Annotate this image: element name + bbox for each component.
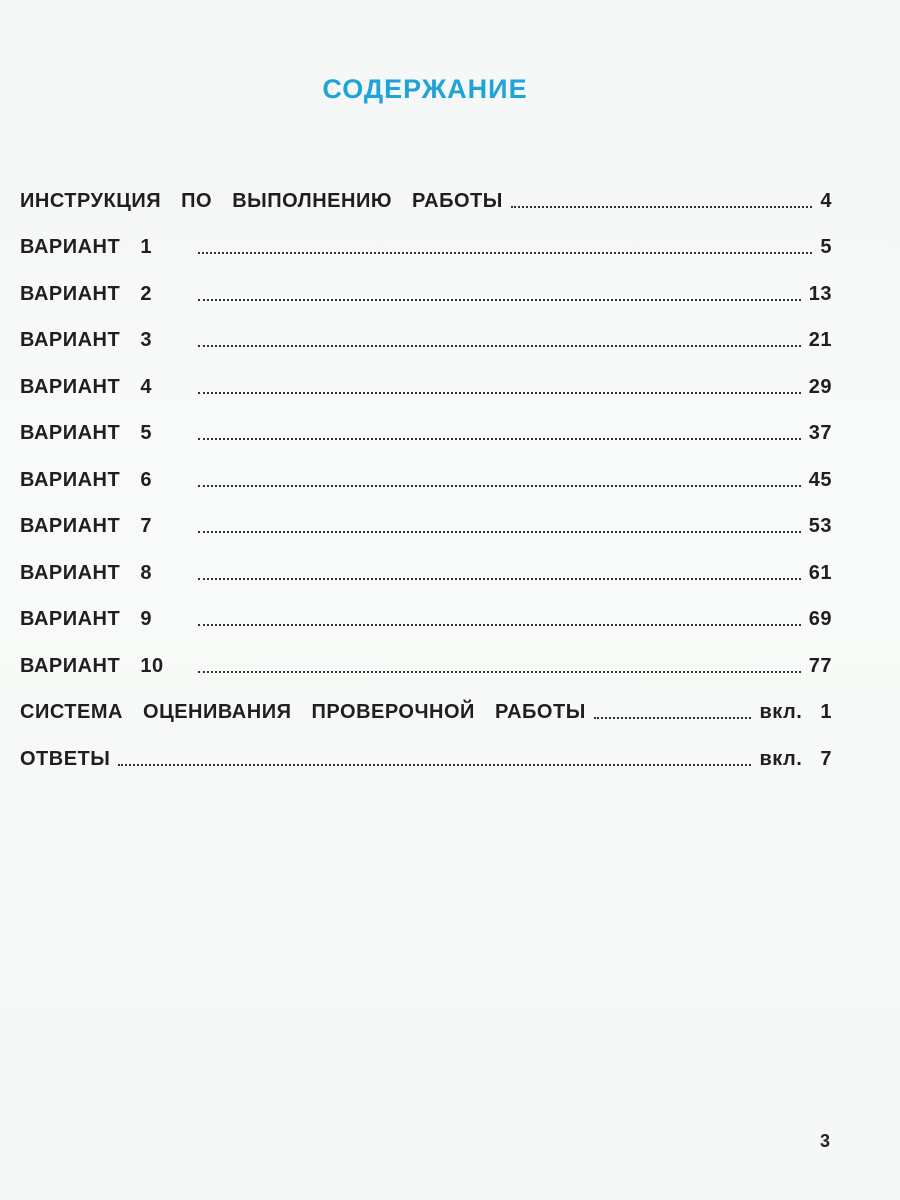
toc-label: ВАРИАНТ 5 [20, 422, 152, 444]
dot-leader [198, 251, 812, 254]
dot-leader [198, 530, 801, 533]
toc-page-number: вкл. 7 [759, 747, 832, 770]
toc-page-number: 45 [808, 468, 832, 491]
toc-row-variant-9[interactable] [20, 585, 832, 632]
toc-row-variant-6[interactable] [20, 445, 832, 492]
toc-row-variant-8[interactable] [20, 538, 832, 585]
dot-leader [594, 716, 752, 719]
toc-row-answers[interactable] [20, 724, 832, 771]
dot-leader [198, 344, 801, 347]
toc-page-number: 4 [820, 189, 832, 212]
dot-leader [118, 763, 751, 766]
page-number: 3 [819, 1131, 830, 1151]
dot-leader [198, 391, 801, 394]
toc-label: ВАРИАНТ 4 [20, 375, 152, 398]
dot-leader [198, 577, 801, 580]
toc-page-number: 37 [808, 422, 832, 444]
toc-label: СИСТЕМА ОЦЕНИВАНИЯ ПРОВЕРОЧНОЙ РАБОТЫ [20, 701, 586, 723]
dot-leader [198, 437, 801, 440]
toc-row-variant-3[interactable] [20, 306, 832, 353]
dot-leader [198, 670, 801, 673]
toc-page-number: 13 [808, 282, 832, 305]
toc-label: ОТВЕТЫ [20, 747, 111, 770]
toc-page-number: 21 [808, 329, 832, 351]
dot-leader [198, 298, 801, 301]
toc-row-instruction[interactable] [20, 166, 832, 213]
toc-row-variant-7[interactable] [20, 492, 832, 539]
toc-page-number: 53 [808, 515, 832, 537]
dot-leader [198, 623, 801, 626]
toc-label: ВАРИАНТ 1 [20, 236, 152, 258]
toc-page-number: вкл. 1 [759, 701, 832, 723]
toc-label: ВАРИАНТ 8 [20, 561, 152, 584]
toc-row-variant-10[interactable] [20, 631, 832, 678]
toc-row-variant-4[interactable] [20, 352, 832, 399]
toc-label: ВАРИАНТ 9 [20, 608, 152, 630]
toc-row-variant-5[interactable] [20, 399, 832, 446]
toc-row-grading-system[interactable] [20, 678, 832, 725]
toc-label: ВАРИАНТ 10 [20, 654, 164, 677]
toc-label: ВАРИАНТ 2 [20, 282, 152, 305]
toc-page-number: 61 [808, 561, 832, 584]
toc-label: ВАРИАНТ 3 [20, 329, 152, 351]
dot-leader [198, 484, 801, 487]
toc-label: ВАРИАНТ 7 [20, 515, 152, 537]
toc-label: ВАРИАНТ 6 [20, 468, 152, 491]
dot-leader [511, 205, 813, 208]
page-title: СОДЕРЖАНИЕ [322, 74, 528, 104]
toc-page-number: 29 [808, 375, 832, 398]
toc-row-variant-2[interactable] [20, 259, 832, 306]
toc-page-number: 77 [808, 654, 832, 677]
table-of-contents [20, 166, 832, 771]
toc-page-number: 69 [808, 608, 832, 630]
toc-label: ИНСТРУКЦИЯ ПО ВЫПОЛНЕНИЮ РАБОТЫ [20, 189, 503, 212]
toc-page-number: 5 [820, 236, 832, 258]
toc-row-variant-1[interactable] [20, 213, 832, 260]
